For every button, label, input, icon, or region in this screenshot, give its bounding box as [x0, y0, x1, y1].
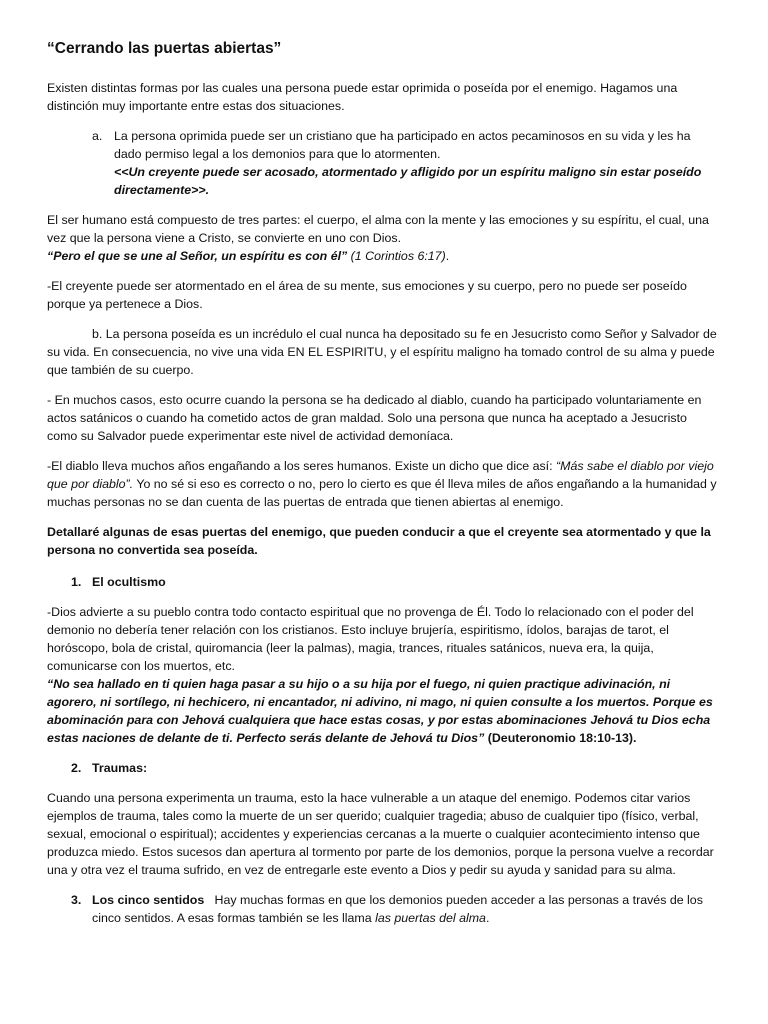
section-3-italic: las puertas del alma: [375, 911, 486, 925]
devil-quote: “Más sabe el diablo por viejo que por diablo”.: [47, 459, 714, 491]
section-1-reference: (Deuteronomio 18:10-13).: [484, 731, 637, 745]
section-2-title: Traumas:: [92, 761, 148, 775]
section-1-body: [47, 603, 720, 747]
item-a-marker: a.: [92, 129, 103, 143]
intro-paragraph: Existen distintas formas por las cuales una persona puede estar oprimida o poseída por el enemigo. Hagamos una distinción muy importante entre estas dos situaciones.: [47, 81, 678, 113]
section-3: [71, 891, 720, 927]
section-1-number: 1.: [71, 575, 82, 589]
item-a: [92, 127, 720, 199]
item-b-paragraph: b. La persona poseída es un incrédulo el cual nunca ha depositado su fe en Jesucristo como Señor y Salvador de su vida. En consecuencia, no vive una vida EN EL ESPIRITU, y el espíritu maligno ha tomado control de su alma y puede que también de su cuerpo.: [47, 327, 717, 377]
section-2-body: Cuando una persona experimenta un trauma, esto la hace vulnerable a un ataque del enemigo. Podemos citar varios ejemplos de trauma, tales como la muerte de un ser querido; cualquier tragedia; abuso de cualquier tipo (físico, verbal, sexual, emocional o espiritual); accidentes y experiencias cercanas a la muerte o cualquier acontecimiento intenso que produzca miedo. Estos sucesos dan apertura al tormento por parte de los demonios, porque la persona vuelve a recordar una y otra vez el trauma sufrido, en vez de entregarle este evento a Dios y pedir su ayuda y sanidad para su alma.: [47, 791, 714, 877]
section-1-heading: [71, 573, 720, 591]
verse-reference: (1 Corintios 6:17): [347, 249, 446, 263]
item-a-quote: <<Un creyente puede ser acosado, atormentado y afligido por un espíritu maligno sin estar poseído directamente>>.: [114, 165, 702, 197]
human-parts-paragraph: [47, 211, 720, 265]
item-a-text: La persona oprimida puede ser un cristiano que ha participado en actos pecaminosos en su vida y les ha dado permiso legal a los demonios para que lo atormenten.: [114, 129, 691, 161]
verse-end: .: [445, 249, 450, 263]
section-1-quote: “No sea hallado en ti quien haga pasar a su hijo o a su hija por el fuego, ni quien practique adivinación, ni agorero, ni sortílego, ni hechicero, ni encantador, ni adivino, ni mago, ni quien consulte a los muertos. Porque es abominación para con Jehová cualquiera que hace estas cosas, y por estas abominaciones Jehová tu Dios echa estas naciones de delante de ti. Perfecto serás delante de Jehová tu Dios”: [47, 677, 713, 745]
section-1-text: -Dios advierte a su pueblo contra todo contacto espiritual que no provenga de Él. Todo lo relacionado con el poder del demonio no debería tener relación con los cristianos. Esto incluye brujería, espiritismo, ídolos, barajas de tarot, el horóscopo, bola de cristal, quiromancia (leer la palmas), magia, trances, rituales satánicos, nueva era, la quija, comunicarse con los muertos, etc.: [47, 605, 694, 673]
section-3-text: Hay muchas formas en que los demonios pueden acceder a las personas a través de los cinco sentidos. A esas formas también se les llama: [92, 893, 707, 925]
section-1-title: El ocultismo: [92, 575, 166, 589]
section-3-number: 3.: [71, 893, 82, 907]
section-2-number: 2.: [71, 761, 82, 775]
many-cases-paragraph: - En muchos casos, esto ocurre cuando la persona se ha dedicado al diablo, cuando ha participado voluntariamente en actos satánicos o cuando ha cometido actos de gran maldad. Solo una persona que nunca ha aceptado a Jesucristo como su Salvador puede experimentar este nivel de actividad demoníaca.: [47, 393, 702, 443]
verse-quote: “Pero el que se une al Señor, un espíritu es con él”: [47, 249, 348, 263]
section-3-end: .: [485, 911, 490, 925]
detail-paragraph: Detallaré algunas de esas puertas del enemigo, que pueden conducir a que el creyente sea atormentado y que la persona no convertida sea poseída.: [47, 525, 711, 557]
section-2-heading: [71, 759, 720, 777]
devil-post: Yo no sé si eso es correcto o no, pero lo cierto es que él lleva miles de años engañando a la humanidad y muchas personas no se dan cuenta de las puertas de entrada que tienen abiertas al enemigo.: [47, 477, 717, 509]
believer-paragraph: -El creyente puede ser atormentado en el área de su mente, sus emociones y su cuerpo, pero no puede ser poseído porque ya pertenece a Dios.: [47, 279, 687, 311]
section-3-title: Los cinco sentidos: [92, 893, 205, 907]
document-title: “Cerrando las puertas abiertas”: [47, 40, 282, 57]
devil-pre: -El diablo lleva muchos años engañando a los seres humanos. Existe un dicho que dice así:: [47, 459, 557, 473]
devil-paragraph: [47, 457, 720, 511]
human-parts-text: El ser humano está compuesto de tres partes: el cuerpo, el alma con la mente y las emociones y su espíritu, el cual, una vez que la persona viene a Cristo, se convierte en uno con Dios.: [47, 213, 709, 245]
